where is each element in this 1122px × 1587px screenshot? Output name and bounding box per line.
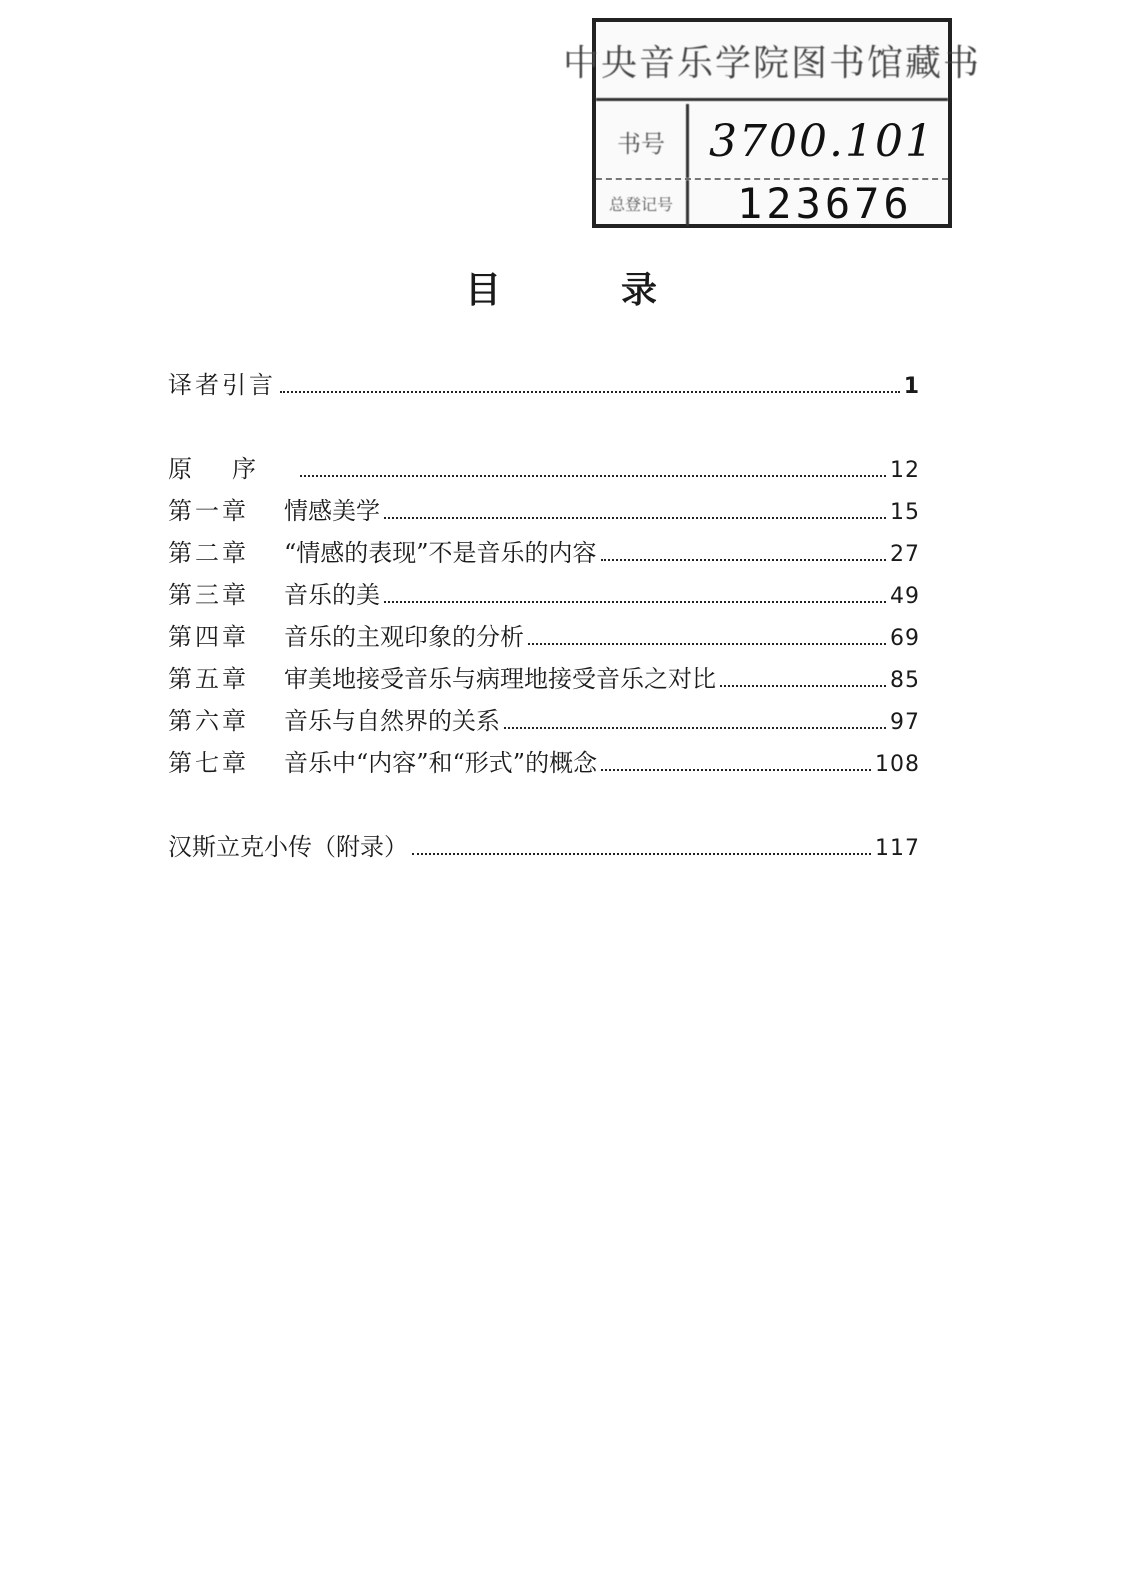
toc-entry-page: 27 [890,542,920,567]
toc-dot-leader [384,601,886,603]
toc-entry-title: “情感的表现”不是音乐的内容 [284,539,597,567]
stamp-header: 中央音乐学院图书馆藏书 [596,22,948,101]
toc-dot-leader [601,559,886,561]
toc-chapter-number: 第五章 [168,665,249,693]
toc-entry-label [168,578,380,612]
toc-entry-title: 译者引言 [168,371,276,399]
page-title: 目录 [464,270,777,311]
toc-entry-title: 情感美学 [284,497,380,525]
toc-chapter-number: 第一章 [168,497,249,525]
toc-dot-leader [720,685,886,687]
toc-chapter-number: 第四章 [168,623,249,651]
stamp-accession-number: 123676 [737,178,913,228]
toc-entry-chapter-6[interactable] [168,704,920,738]
toc-entry-chapter-5[interactable] [168,662,920,696]
toc-dot-leader [528,643,886,645]
toc-entry-chapter-2[interactable] [168,536,920,570]
toc-entry-label [168,830,408,864]
stamp-accession-label: 总登记号 [596,180,689,226]
toc-dot-leader [601,769,871,771]
toc-entry-title: 原序 [168,455,296,483]
toc-entry-title: 音乐的主观印象的分析 [284,623,524,651]
toc-entry-title: 音乐的美 [284,581,380,609]
toc-entry-chapter-1[interactable] [168,494,920,528]
toc-entry-chapter-4[interactable] [168,620,920,654]
toc-entry-page: 12 [890,458,920,483]
toc-dot-leader [280,391,900,393]
stamp-call-number: 3700.101 [709,115,935,167]
toc-entry-label [168,452,296,486]
toc-chapter-number: 第六章 [168,707,249,735]
toc-entry-label [168,368,276,402]
library-stamp [563,18,982,228]
toc-entry-page: 15 [890,500,920,525]
toc-entry-preface-translator[interactable] [168,368,920,402]
toc-entry-title: 审美地接受音乐与病理地接受音乐之对比 [284,665,716,693]
toc-entry-chapter-7[interactable] [168,746,920,780]
toc-entry-title: 音乐中“内容”和“形式”的概念 [284,749,598,777]
toc-dot-leader [412,853,871,855]
toc-chapter-number: 第三章 [168,581,249,609]
toc-entry-label [168,746,597,780]
stamp-call-number-row [596,104,948,180]
toc-entry-label [168,704,500,738]
toc-entry-page: 117 [875,836,920,861]
toc-chapter-number: 第二章 [168,539,249,567]
toc-entry-title: 音乐与自然界的关系 [284,707,500,735]
toc-entry-page: 108 [875,752,920,777]
stamp-call-number-label: 书号 [596,104,689,178]
toc-dot-leader [384,517,886,519]
toc-entry-page: 49 [890,584,920,609]
toc-entry-label [168,494,380,528]
toc-entry-page: 85 [890,668,920,693]
toc-entry-page: 69 [890,626,920,651]
toc-entry-appendix[interactable] [168,830,920,864]
toc-entry-label [168,662,716,696]
toc-entry-page: 1 [903,374,920,399]
toc-entry-page: 97 [890,710,920,735]
toc-chapter-number: 第七章 [168,749,249,777]
toc-entry-original-preface[interactable] [168,452,920,486]
stamp-accession-row [596,180,948,226]
toc-entry-label [168,620,524,654]
toc-dot-leader [504,727,886,729]
toc-dot-leader [300,475,886,477]
toc-entry-label [168,536,597,570]
toc-entry-chapter-3[interactable] [168,578,920,612]
toc-entry-title: 汉斯立克小传（附录） [168,833,408,861]
